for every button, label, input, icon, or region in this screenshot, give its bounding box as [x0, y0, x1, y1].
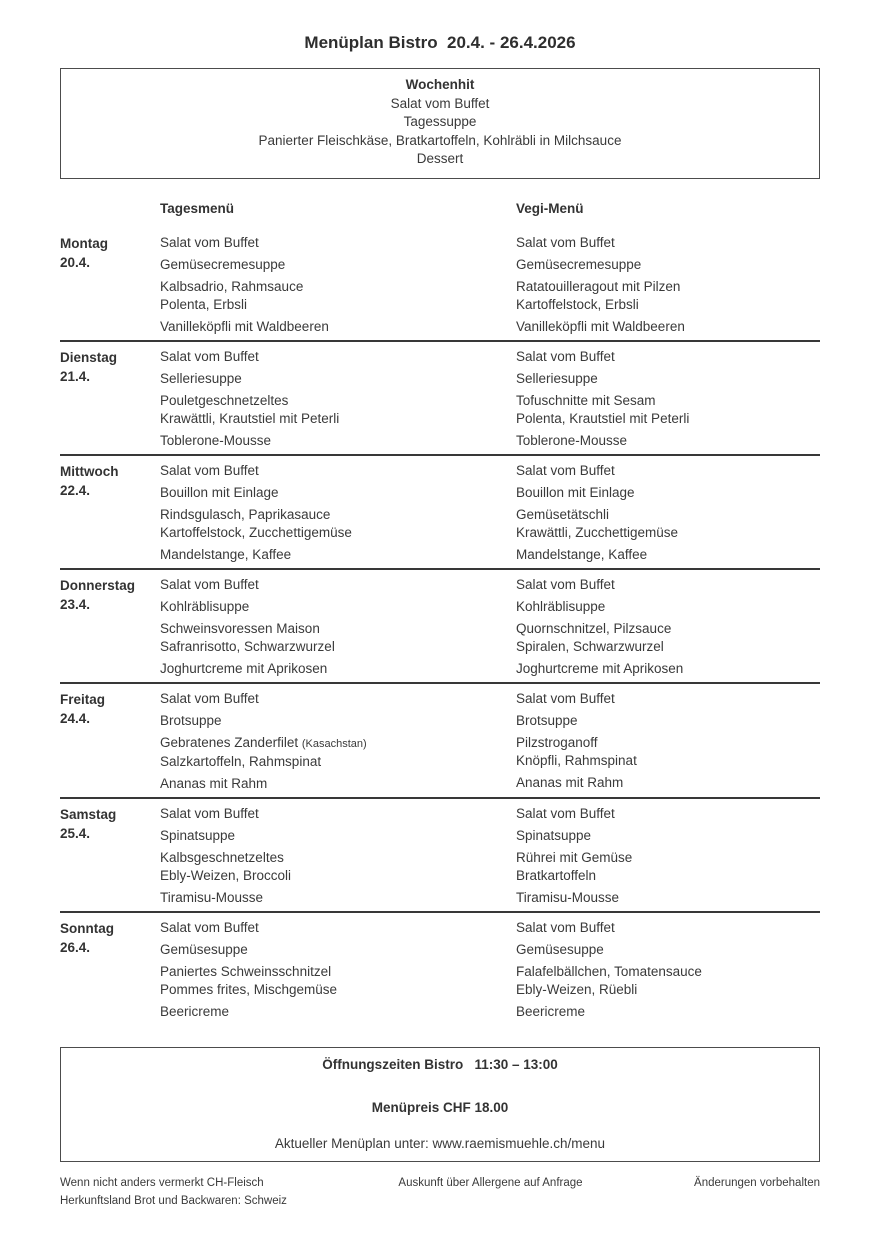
course — [160, 392, 516, 428]
dish-line: Salat vom Buffet — [516, 805, 615, 821]
course — [516, 620, 820, 656]
menu-price-line: Menüpreis CHF 18.00 — [371, 1099, 509, 1115]
day-row-dienstag — [60, 342, 820, 456]
course — [516, 506, 820, 542]
dish-line: Kartoffelstock, Zucchettigemüse — [160, 524, 352, 540]
footnote-left — [60, 1174, 287, 1211]
footnote-changes: Änderungen vorbehalten — [694, 1176, 820, 1189]
day-date: 25.4. — [60, 825, 91, 841]
menu-cell-tagesmenu — [160, 348, 516, 450]
course — [516, 234, 820, 252]
wochenhit-line: Tagessuppe — [403, 114, 477, 130]
dish-line: Vanilleköpfli mit Waldbeeren — [160, 318, 329, 334]
dish-line: Joghurtcreme mit Aprikosen — [516, 660, 684, 676]
dish-line: Pouletgeschnetzeltes — [160, 392, 289, 408]
dish-line: Toblerone-Mousse — [160, 432, 272, 448]
dish-line: Selleriesuppe — [160, 370, 242, 386]
dish-line: Schweinsvoressen Maison — [160, 620, 320, 636]
course — [160, 234, 516, 252]
course — [516, 849, 820, 885]
course — [160, 1003, 516, 1021]
column-header-tagesmenu: Tagesmenü — [160, 200, 235, 216]
table-header-row — [60, 201, 820, 228]
dish-line: Salat vom Buffet — [516, 919, 615, 935]
course — [516, 660, 820, 678]
dish-line: Kartoffelstock, Erbsli — [516, 296, 639, 312]
day-cell — [60, 576, 160, 678]
dish-line: Krawättli, Zucchettigemüse — [516, 524, 679, 540]
day-cell — [60, 348, 160, 450]
course — [160, 734, 516, 771]
course — [160, 889, 516, 907]
menu-cell-tagesmenu — [160, 576, 516, 678]
course — [516, 370, 820, 388]
dish-line: Gemüsecremesuppe — [516, 256, 642, 272]
dish-line: Gemüsecremesuppe — [160, 256, 286, 272]
course — [160, 278, 516, 314]
dish-line: Tiramisu-Mousse — [160, 889, 264, 905]
dish-line: Kohlräblisuppe — [160, 598, 250, 614]
menu-cell-vegimenu — [516, 234, 820, 336]
course — [516, 941, 820, 959]
dish-line: Brotsuppe — [160, 712, 222, 728]
course — [160, 919, 516, 937]
course — [516, 889, 820, 907]
day-cell — [60, 690, 160, 793]
dish-line: Pilzstroganoff — [516, 734, 598, 750]
origin-note: (Kasachstan) — [301, 737, 367, 750]
dish-line: Bouillon mit Einlage — [160, 484, 279, 500]
dish-line: Ananas mit Rahm — [160, 775, 268, 791]
opening-hours-box — [60, 1047, 820, 1162]
menu-cell-tagesmenu — [160, 234, 516, 336]
menu-cell-vegimenu — [516, 462, 820, 564]
day-name: Samstag — [60, 806, 117, 822]
dish-line: Pommes frites, Mischgemüse — [160, 981, 338, 997]
course — [160, 598, 516, 616]
dish-line: Mandelstange, Kaffee — [516, 546, 648, 562]
day-name: Sonntag — [60, 920, 114, 936]
menu-cell-tagesmenu — [160, 690, 516, 793]
dish-text: Gebratenes Zanderfilet — [160, 734, 302, 750]
course — [516, 827, 820, 845]
day-column-spacer — [60, 201, 160, 216]
day-row-montag — [60, 228, 820, 342]
course — [160, 432, 516, 450]
course — [516, 774, 820, 792]
dish-line: Tiramisu-Mousse — [516, 889, 620, 905]
course — [516, 278, 820, 314]
course — [160, 805, 516, 823]
dish-line: Bratkartoffeln — [516, 867, 597, 883]
day-row-donnerstag — [60, 570, 820, 684]
course — [160, 484, 516, 502]
course — [516, 432, 820, 450]
dish-line: Joghurtcreme mit Aprikosen — [160, 660, 328, 676]
course — [516, 734, 820, 770]
course — [516, 963, 820, 999]
dish-line: Salat vom Buffet — [516, 576, 615, 592]
day-name: Freitag — [60, 691, 106, 707]
dish-line: Ebly-Weizen, Broccoli — [160, 867, 292, 883]
dish-line: Salat vom Buffet — [516, 462, 615, 478]
course — [160, 827, 516, 845]
course — [516, 805, 820, 823]
dish-line: Salat vom Buffet — [516, 234, 615, 250]
dish-line: Kalbsadrio, Rahmsauce — [160, 278, 304, 294]
course — [160, 256, 516, 274]
footnote-bread-origin: Herkunftsland Brot und Backwaren: Schweiz — [60, 1195, 287, 1208]
course — [160, 348, 516, 366]
course — [516, 690, 820, 708]
column-header-vegimenu: Vegi-Menü — [516, 200, 584, 216]
course — [160, 849, 516, 885]
dish-line: Polenta, Krautstiel mit Peterli — [516, 410, 690, 426]
menu-cell-vegimenu — [516, 690, 820, 793]
dish-line: Gemüsetätschli — [516, 506, 610, 522]
menu-cell-tagesmenu — [160, 805, 516, 907]
day-row-sonntag — [60, 913, 820, 1025]
dish-line: Rindsgulasch, Paprikasauce — [160, 506, 331, 522]
dish-line: Salat vom Buffet — [160, 576, 259, 592]
dish-line: Salat vom Buffet — [160, 690, 259, 706]
day-date: 24.4. — [60, 710, 91, 726]
dish-line: Salat vom Buffet — [516, 690, 615, 706]
course — [160, 620, 516, 656]
dish-line: Salat vom Buffet — [516, 348, 615, 364]
course — [160, 963, 516, 999]
day-name: Mittwoch — [60, 463, 119, 479]
menu-link-line: Aktueller Menüplan unter: www.raemismuehle.ch/menu — [274, 1135, 606, 1151]
wochenhit-line: Dessert — [416, 151, 464, 167]
dish-line: Knöpfli, Rahmspinat — [516, 752, 637, 768]
dish-line: Falafelbällchen, Tomatensauce — [516, 963, 702, 979]
day-name: Montag — [60, 235, 108, 251]
day-cell — [60, 919, 160, 1021]
course — [160, 712, 516, 730]
course — [516, 484, 820, 502]
day-row-mittwoch — [60, 456, 820, 570]
dish-line: Spinatsuppe — [516, 827, 592, 843]
dish-line: Rührei mit Gemüse — [516, 849, 633, 865]
dish-line: Beericreme — [160, 1003, 230, 1019]
menu-cell-tagesmenu — [160, 919, 516, 1021]
dish-line: Toblerone-Mousse — [516, 432, 628, 448]
menu-cell-vegimenu — [516, 919, 820, 1021]
day-date: 23.4. — [60, 596, 91, 612]
dish-line: Salat vom Buffet — [160, 234, 259, 250]
course — [516, 919, 820, 937]
footnote-allergens: Auskunft über Allergene auf Anfrage — [398, 1176, 583, 1189]
course — [160, 775, 516, 793]
menu-cell-vegimenu — [516, 348, 820, 450]
day-row-samstag — [60, 799, 820, 913]
course — [160, 462, 516, 480]
dish-line: Polenta, Erbsli — [160, 296, 248, 312]
dish-line: Salat vom Buffet — [160, 462, 259, 478]
dish-line: Spinatsuppe — [160, 827, 236, 843]
course — [160, 546, 516, 564]
day-cell — [60, 462, 160, 564]
dish-line: Safranrisotto, Schwarzwurzel — [160, 638, 335, 654]
dish-line — [160, 734, 516, 753]
footnotes — [60, 1174, 820, 1211]
course — [516, 392, 820, 428]
course — [160, 370, 516, 388]
wochenhit-line: Salat vom Buffet — [390, 95, 490, 111]
course — [516, 256, 820, 274]
menu-cell-vegimenu — [516, 576, 820, 678]
day-name: Donnerstag — [60, 577, 136, 593]
menu-cell-vegimenu — [516, 805, 820, 907]
course — [160, 506, 516, 542]
course — [160, 690, 516, 708]
menu-cell-tagesmenu — [160, 462, 516, 564]
course — [516, 598, 820, 616]
day-cell — [60, 805, 160, 907]
day-date: 26.4. — [60, 939, 91, 955]
dish-line: Quornschnitzel, Pilzsauce — [516, 620, 672, 636]
dish-line: Salzkartoffeln, Rahmspinat — [160, 753, 322, 769]
dish-line: Salat vom Buffet — [160, 348, 259, 364]
dish-line: Ebly-Weizen, Rüebli — [516, 981, 638, 997]
day-date: 22.4. — [60, 482, 91, 498]
dish-line: Spiralen, Schwarzwurzel — [516, 638, 664, 654]
day-date: 21.4. — [60, 368, 91, 384]
dish-line: Kohlräblisuppe — [516, 598, 606, 614]
dish-line: Beericreme — [516, 1003, 586, 1019]
page-title: Menüplan Bistro 20.4. - 26.4.2026 — [304, 33, 576, 52]
dish-line: Paniertes Schweinsschnitzel — [160, 963, 332, 979]
day-cell — [60, 234, 160, 336]
course — [160, 318, 516, 336]
day-date: 20.4. — [60, 254, 91, 270]
course — [516, 462, 820, 480]
dish-line: Bouillon mit Einlage — [516, 484, 635, 500]
wochenhit-line: Panierter Fleischkäse, Bratkartoffeln, Kohlräbli in Milchsauce — [258, 132, 622, 148]
dish-line: Brotsuppe — [516, 712, 578, 728]
opening-hours-line: Öffnungszeiten Bistro 11:30 – 13:00 — [322, 1056, 558, 1072]
course — [160, 576, 516, 594]
menu-table-body — [60, 228, 820, 1025]
course — [516, 348, 820, 366]
dish-line: Ratatouilleragout mit Pilzen — [516, 278, 681, 294]
course — [516, 576, 820, 594]
day-name: Dienstag — [60, 349, 118, 365]
dish-line: Gemüsesuppe — [516, 941, 604, 957]
dish-line: Salat vom Buffet — [160, 919, 259, 935]
course — [160, 941, 516, 959]
dish-line: Selleriesuppe — [516, 370, 598, 386]
day-row-freitag — [60, 684, 820, 799]
dish-line: Gemüsesuppe — [160, 941, 248, 957]
dish-line: Kalbsgeschnetzeltes — [160, 849, 284, 865]
dish-line: Mandelstange, Kaffee — [160, 546, 292, 562]
wochenhit-box — [60, 68, 820, 179]
course — [516, 318, 820, 336]
course — [516, 712, 820, 730]
dish-line: Vanilleköpfli mit Waldbeeren — [516, 318, 685, 334]
footnote-meat-origin: Wenn nicht anders vermerkt CH-Fleisch — [60, 1176, 264, 1189]
dish-line: Krawättli, Krautstiel mit Peterli — [160, 410, 340, 426]
course — [160, 660, 516, 678]
dish-line: Salat vom Buffet — [160, 805, 259, 821]
course — [516, 546, 820, 564]
course — [516, 1003, 820, 1021]
dish-line: Tofuschnitte mit Sesam — [516, 392, 656, 408]
wochenhit-heading: Wochenhit — [405, 77, 475, 92]
dish-line: Ananas mit Rahm — [516, 774, 624, 790]
